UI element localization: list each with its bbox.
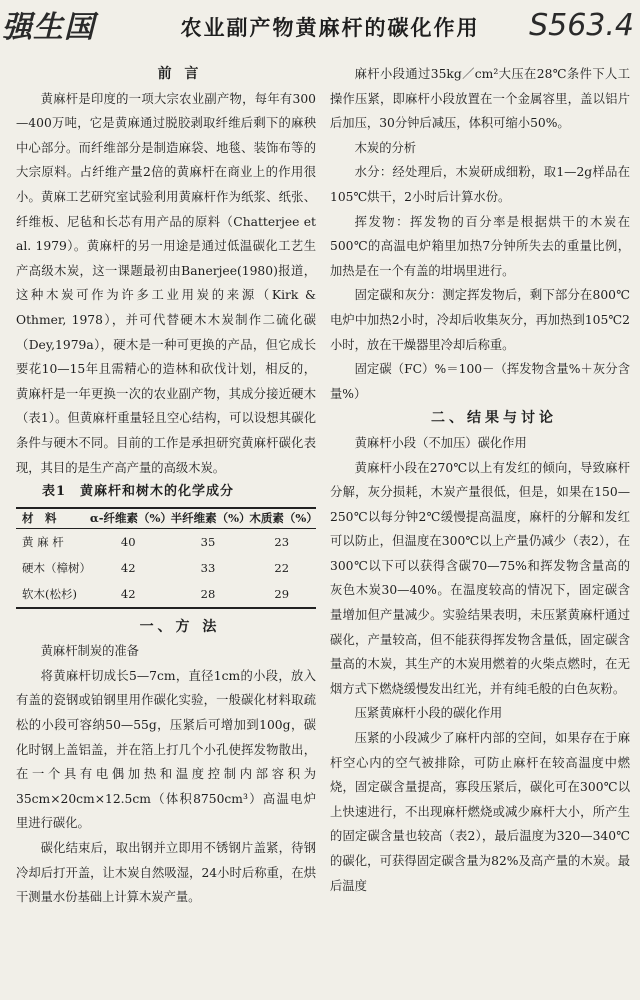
analysis-paragraph: 挥发物：挥发物的百分率是根据烘干的木炭在500℃的高温电炉箱里加热7分钟所失去的重量比例，加热是在一个有盖的坩埚里进行。 <box>330 214 630 278</box>
table-cell: 40 <box>120 534 136 549</box>
table-row <box>16 581 316 608</box>
fixed-carbon-formula: 固定碳（FC）%＝100－（挥发物含量%＋灰分含量%） <box>330 362 630 401</box>
pressing-paragraph: 麻杆小段通过35kg／cm²大压在28℃条件下人工操作压紧，即麻杆小段放置在一个金属容里，盖以铝片后加压，30分钟后减压，体积可缩小50%。 <box>330 67 630 131</box>
methods-heading: 一、方 法 <box>139 618 221 635</box>
table-header-material: 材 料 <box>16 508 88 529</box>
handwritten-call-number: S563.4 <box>529 8 634 43</box>
analysis-subheading: 木炭的分析 <box>354 140 417 155</box>
handwritten-note-left: 强生国 <box>2 10 95 45</box>
table-cell: 黄 麻 杆 <box>22 534 64 549</box>
table-row <box>16 555 316 581</box>
table-cell: 23 <box>274 534 290 549</box>
table-cell: 硬木（樟树） <box>22 560 91 575</box>
table-cell: 42 <box>88 581 169 608</box>
results-paragraph: 压紧的小段减少了麻杆内部的空间，如果存在于麻杆空心内的空气被排除，可防止麻杆在较高温度中燃烧，固定碳含量提高，寡段压紧后，碳化可在300℃以上快速进行，不出现麻杆燃烧或减少麻杆大小，所产生的固定碳含量也较高（表2），最后温度为320—340℃的碳化，可获得固定碳含量为82%及高产量的木炭。最后温度 <box>330 731 630 893</box>
table-header-lignin: 木质素（%） <box>247 508 316 529</box>
table-cell: 22 <box>274 560 290 575</box>
right-column <box>330 62 630 898</box>
table-header-alpha-cellulose: α-纤维素（%） <box>88 508 169 529</box>
results-subheading-unpressed: 黄麻杆小段（不加压）碳化作用 <box>354 435 527 450</box>
table-cell: 42 <box>120 560 136 575</box>
methods-subheading: 黄麻杆制炭的准备 <box>40 644 139 659</box>
table-cell: 35 <box>200 534 216 549</box>
results-subheading-pressed: 压紧黄麻杆小段的碳化作用 <box>354 706 503 721</box>
table-header-hemicellulose: 半纤维素（%） <box>169 508 248 529</box>
table-row <box>16 528 316 555</box>
intro-heading: 前 言 <box>157 66 203 82</box>
table-header-row <box>16 508 316 529</box>
results-paragraph: 黄麻杆小段在270℃以上有发红的倾向，导致麻杆分解，灰分损耗，木炭产量很低，但是，如果在150—250℃以每分钟2℃缓慢提高温度，麻杆的分解和发红可以防止，但温度在300℃以上产量仍减少（表2），在300℃以下可以获得含碳70—75%和挥发物含量高的灰色木炭30—40%。在温度较高的情况下，固定碳含量增加但产量减少。实验结果表明，未压紧黄麻杆通过碳化，产量较高，但不能获得挥发物含量低，固定碳含量高的木炭，其生产的木炭用燃着的火柴点燃时，在无烟方式下燃烧缓慢发出红光，并有纯毛般的白色灰粉。 <box>330 460 630 696</box>
intro-paragraph: 黄麻杆是印度的一项大宗农业副产物，每年有300—400万吨，它是黄麻通过脱胶剥取纤维后剩下的麻秧中心部分。而纤维部分是制造麻袋、地毯、装饰布等的大宗原料。占纤维产量2倍的黄麻杆在商业上的作用很小。黄麻工艺研究室试验利用黄麻杆作为纸浆、纸张、纤维板、尼毡和长芯有用产品的原料（Chatterjee et al. 1979）。黄麻杆的另一用途是通过低温碳化工艺生产高级木炭，这一课题最初由Banerjee(1980)报道，这种木炭可作为许多工业用炭的来源（Kirk & Othmer, 1978），并可代替硬木木炭制作二硫化碳（Dey,1979a），硬木是一种可更换的产品，但它成长要花10—15年且需精心的造林和砍伐计划，相反的，黄麻杆是一年更换一次的农业副产物，其成分接近硬木（表1）。但黄麻杆重量轻且空心结构，可以设想其碳化条件与硬木不同。目前的工作是承担研究黄麻杆碳化表现，其目的是生产高产量的高级木炭。 <box>16 91 316 475</box>
results-heading: 二、结果与讨论 <box>431 410 557 427</box>
table-cell: 29 <box>247 581 316 608</box>
analysis-paragraph: 水分：经处理后，木炭研成细粉，取1—2g样品在105℃烘干，2小时后计算水份。 <box>330 165 630 204</box>
table-caption: 表1 黄麻杆和树木的化学成分 <box>42 484 235 500</box>
analysis-paragraph: 固定碳和灰分：测定挥发物后，剩下部分在800℃电炉中加热2小时，冷却后收集灰分，再加热到105℃2小时，放在干燥器里冷却后称重。 <box>330 288 630 352</box>
composition-table <box>16 507 316 609</box>
table-cell: 28 <box>169 581 248 608</box>
table-cell: 33 <box>200 560 216 575</box>
methods-paragraph: 碳化结束后，取出钢并立即用不锈钢片盖紧，待钢冷却后打开盖，让木炭自然吸湿，24小时后称重，在烘干测量水份基础上计算木炭产量。 <box>16 841 316 905</box>
methods-paragraph: 将黄麻杆切成长5—7cm，直径1cm的小段，放入有盖的瓷钢或铂钢里用作碳化实验，一般碳化材料取疏松的小段可容纳50—55g，压紧后可增加到100g，碳化时钢上盖铝盖，并在箔上打几个小孔使挥发物散出，在一个具有电偶加热和温度控制内部容积为35cm×20cm×12.5cm（体积8750cm³）高温电炉里进行碳化。 <box>16 668 316 831</box>
table-cell: 软木(松杉) <box>16 581 88 608</box>
article-title: 农业副产物黄麻杆的碳化作用 <box>180 15 480 40</box>
left-column <box>16 62 316 910</box>
